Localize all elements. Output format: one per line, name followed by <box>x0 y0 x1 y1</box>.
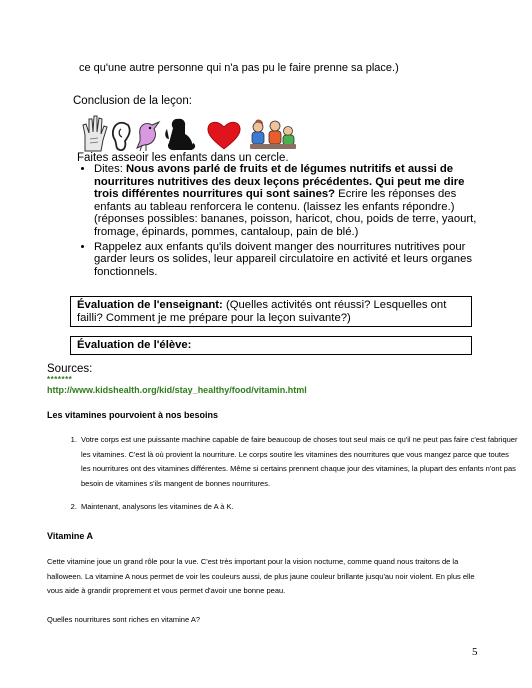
heart-icon <box>208 122 240 149</box>
bird-icon <box>137 122 159 151</box>
vitamins-numbered-list <box>47 433 519 524</box>
intro-tail-text: ce qu'une autre personne qui n'a pas pu le faire prenne sa place.) <box>79 62 399 74</box>
vitamins-heading: Les vitamines pourvoient à nos besoins <box>47 410 219 420</box>
sources-label: Sources: <box>47 363 93 375</box>
student-evaluation-label: Évaluation de l'élève: <box>77 339 192 351</box>
student-evaluation-box <box>70 336 472 355</box>
conclusion-title: Conclusion de la leçon: <box>73 95 192 107</box>
numbered-item: 1. Votre corps est une puissante machine capable de faire beaucoup de choses tout seul mais ce qu'il ne peut pas faire c'est fabriquer les vitamines. C'est là où provient la nourriture. Le corps soutire les vitamines des nourritures que vous mangez parce que toutes les nourritures ont des vitamines différentes. Même si certains prennent chaque jour des vitamines, la plupart des enfants n'ont pas besoin de vitamines s'ils mangent de bonnes nourritures. <box>79 433 519 491</box>
vitamin-a-question: Quelles nourritures sont riches en vitamine A? <box>47 615 200 624</box>
teacher-evaluation-text: (Quelles activités ont réussi? Lesquelles ont failli? Comment je me prépare pour la leçon suivante?) <box>77 299 447 324</box>
vitamin-a-paragraph: Cette vitamine joue un grand rôle pour la vue. C'est très important pour la vision nocturne, comme quand nous traitons de la halloween. La vitamine A nous permet de voir les couleurs aussi, de plus jaune couleur brillante jusqu'au noir violent. En plus elle vous aide à grandir proprement et vous permet d'avoir une bonne peau. <box>47 557 475 595</box>
conclusion-bullet-list <box>77 163 486 280</box>
teacher-evaluation-box <box>70 296 472 327</box>
teacher-evaluation-label: Évaluation de l'enseignant: <box>77 299 223 311</box>
dog-icon <box>165 119 195 150</box>
sit-instruction: Faites asseoir les enfants dans un cercle. <box>77 152 289 164</box>
page-number: 5 <box>472 646 478 658</box>
bullet-item: • Rappelez aux enfants qu'ils doivent manger des nourritures nutritives pour garder leurs os solides, leur appareil circulatoire en activité et leurs organes fonctionnels. <box>94 241 486 279</box>
ear-icon <box>113 123 130 150</box>
hand-icon <box>83 116 107 151</box>
children-icon <box>250 121 296 149</box>
source-link[interactable]: http://www.kidshealth.org/kid/stay_healthy/food/vitamin.html <box>47 385 307 395</box>
bullet-item: • Dites: Nous avons parlé de fruits et de légumes nutritifs et aussi de nourritures nutritives des deux leçons précédentes. Qui peut me dire trois différentes nourritures qui sont saines? Ecrire les réponses des enfants au tableau renforcera le contenu. (laissez les enfants répondre.) (réponses possibles: bananes, poisson, haricot, chou, poids de terre, yaourt, fromage, épinards, pommes, cantaloup, pain de blé.) <box>94 163 486 239</box>
sources-separator: ******* <box>47 375 73 384</box>
numbered-item: 2. Maintenant, analysons les vitamines de A à K. <box>79 500 519 515</box>
icon-strip <box>82 113 297 153</box>
vitamin-a-heading: Vitamine A <box>47 531 94 541</box>
